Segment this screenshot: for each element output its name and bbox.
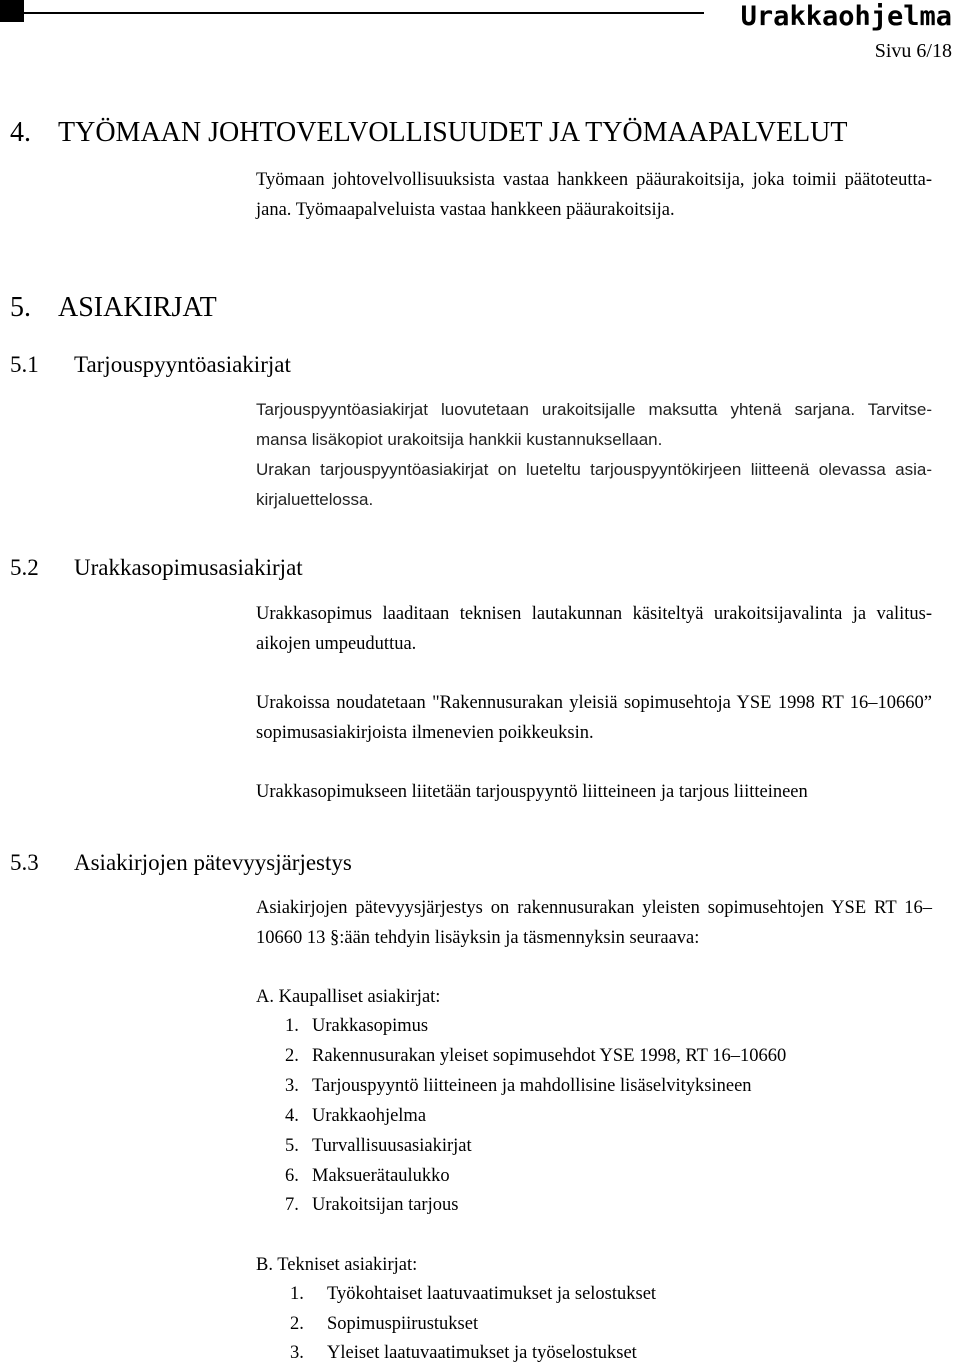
- list-a-item-number: 4.: [285, 1106, 299, 1126]
- section-5-1-title: Tarjouspyyntöasiakirjat: [74, 352, 291, 377]
- section-4-number: 4.: [10, 117, 31, 148]
- section-5-3-paragraph: Asiakirjojen pätevyysjärjestys on rakennusurakan yleisten sopimusehtojen YSE RT 16–10660 13 §:ään tehdyin lisäyksin ja täsmennyksin seuraava:: [256, 898, 932, 948]
- section-5-2-number: 5.2: [10, 555, 39, 580]
- list-b-item: Yleiset laatuvaatimukset ja työselostukset: [327, 1343, 637, 1363]
- section-5-2-title: Urakkasopimusasiakirjat: [74, 555, 303, 580]
- list-a-item: Urakoitsijan tarjous: [312, 1195, 459, 1215]
- section-5-2-paragraph-3: Urakkasopimukseen liitetään tarjouspyyntö liitteineen ja tarjous liitteineen: [256, 782, 808, 802]
- list-b-item: Sopimuspiirustukset: [327, 1314, 479, 1334]
- list-a-item-number: 1.: [285, 1016, 299, 1036]
- header-corner-mark: [0, 0, 24, 22]
- list-b-heading: B. Tekniset asiakirjat:: [256, 1255, 418, 1275]
- list-a-item: Urakkasopimus: [312, 1016, 429, 1036]
- section-4-title: TYÖMAAN JOHTOVELVOLLISUUDET JA TYÖMAAPALVELUT: [58, 117, 848, 148]
- section-5-1-number: 5.1: [10, 352, 39, 377]
- list-b-item-number: 1.: [290, 1284, 304, 1304]
- section-4-paragraph: Työmaan johtovelvollisuuksista vastaa hankkeen pääurakoitsija, joka toimii päätoteutta-jana. Työmaapalveluista vastaa hankkeen pääurakoitsija.: [256, 170, 932, 220]
- list-a-item-number: 6.: [285, 1166, 299, 1186]
- list-a-heading: A. Kaupalliset asiakirjat:: [256, 987, 441, 1007]
- section-5-2-paragraph-2: Urakoissa noudatetaan "Rakennusurakan yleisiä sopimusehtoja YSE 1998 RT 16–10660” sopimusasiakirjoista ilmenevien poikkeuksin.: [256, 693, 932, 743]
- header-rule: [24, 12, 704, 14]
- list-a-item-number: 2.: [285, 1046, 299, 1066]
- section-5-title: ASIAKIRJAT: [58, 292, 217, 323]
- list-a-item-number: 5.: [285, 1136, 299, 1156]
- list-a-item: Maksuerätaulukko: [312, 1166, 450, 1186]
- document-title: Urakkaohjelma: [740, 1, 952, 32]
- list-a-item: Urakkaohjelma: [312, 1106, 427, 1126]
- list-a-item: Tarjouspyyntö liitteineen ja mahdollisine lisäselvityksineen: [312, 1076, 752, 1096]
- list-a-item-number: 7.: [285, 1195, 299, 1215]
- section-5-3-title: Asiakirjojen pätevyysjärjestys: [74, 850, 352, 875]
- page-number: Sivu 6/18: [874, 40, 952, 62]
- section-5-2-paragraph-1: Urakkasopimus laaditaan teknisen lautakunnan käsiteltyä urakoitsijavalinta ja valitus-aikojen umpeuduttua.: [256, 604, 932, 654]
- section-5-3-number: 5.3: [10, 850, 39, 875]
- section-5-1-paragraph-2: Urakan tarjouspyyntöasiakirjat on lueteltu tarjouspyyntökirjeen liitteenä olevassa asia-kirjaluettelossa.: [256, 460, 932, 509]
- list-b-item: Työkohtaiset laatuvaatimukset ja selostukset: [327, 1284, 657, 1304]
- section-5-1-paragraph-1: Tarjouspyyntöasiakirjat luovutetaan urakoitsijalle maksutta yhtenä sarjana. Tarvitse-mansa lisäkopiot urakoitsija hankkii kustannuksellaan.: [256, 400, 932, 449]
- list-a-item: Turvallisuusasiakirjat: [312, 1136, 472, 1156]
- section-5-number: 5.: [10, 292, 31, 323]
- list-a-item-number: 3.: [285, 1076, 299, 1096]
- list-a-item: Rakennusurakan yleiset sopimusehdot YSE 1998, RT 16–10660: [312, 1046, 787, 1066]
- list-b-item-number: 2.: [290, 1314, 304, 1334]
- list-b-item-number: 3.: [290, 1343, 304, 1363]
